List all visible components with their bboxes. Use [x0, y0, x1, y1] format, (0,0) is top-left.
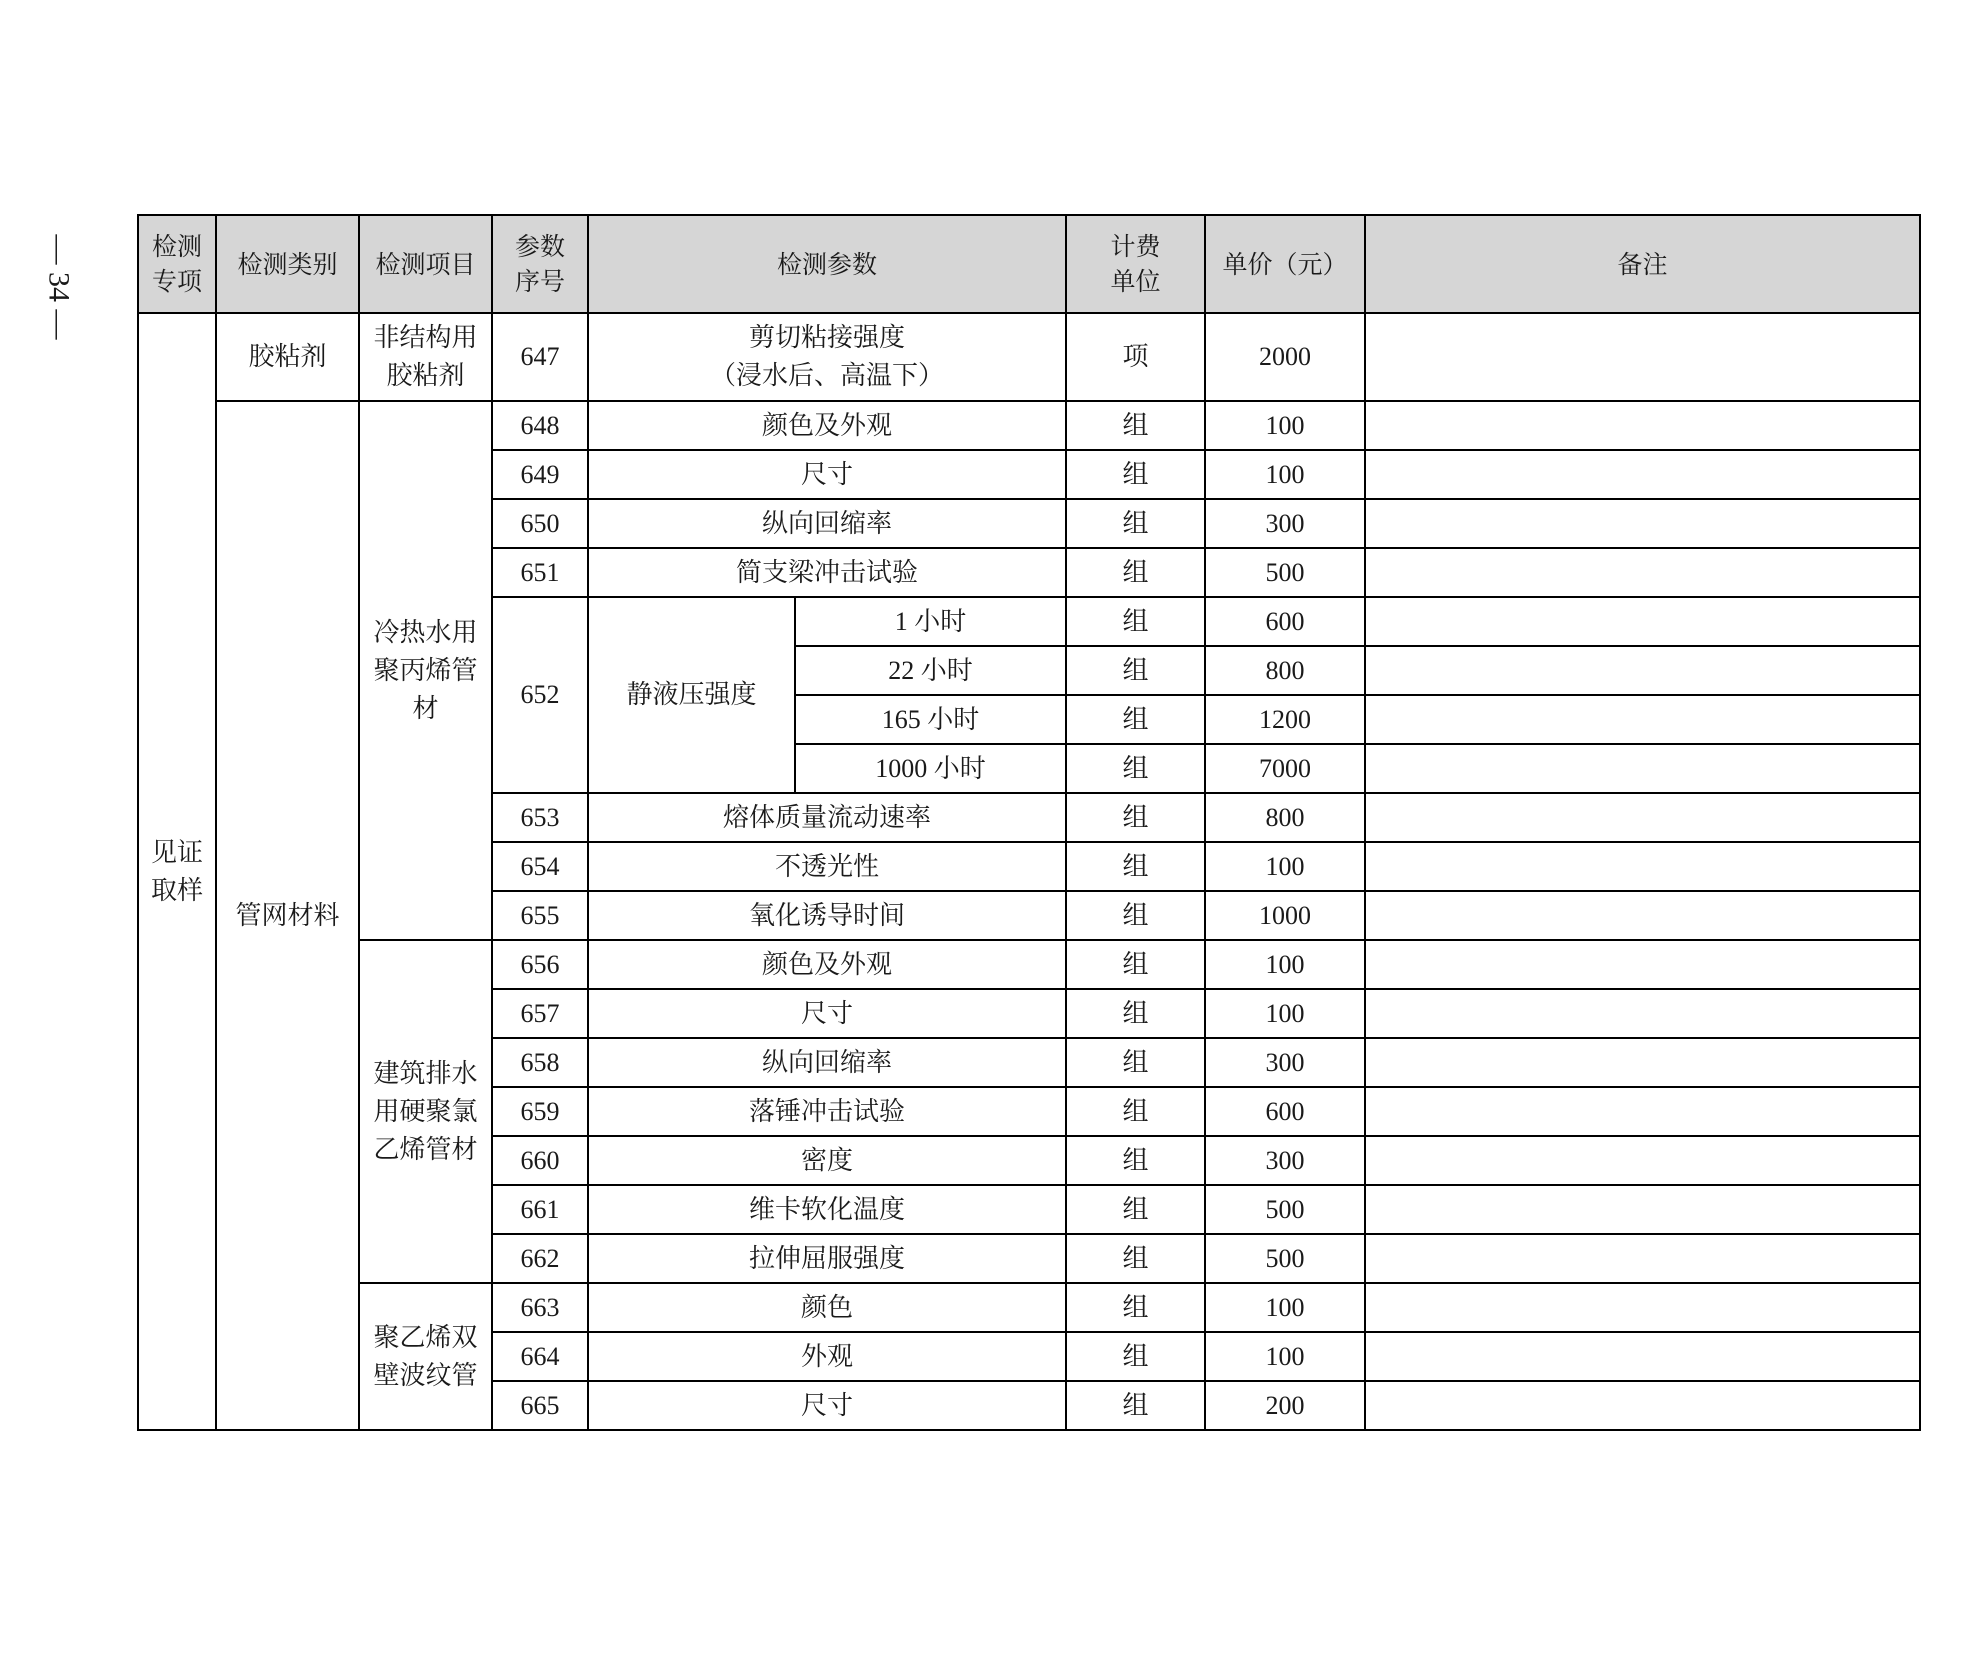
remark-cell [1365, 744, 1920, 793]
param-cell: 外观 [588, 1332, 1066, 1381]
param-cell: 颜色 [588, 1283, 1066, 1332]
price-cell: 100 [1205, 401, 1365, 450]
price-cell: 2000 [1205, 313, 1365, 401]
price-cell: 100 [1205, 989, 1365, 1038]
param-subcell: 22 小时 [795, 646, 1066, 695]
seq-cell: 651 [492, 548, 588, 597]
price-cell: 500 [1205, 1234, 1365, 1283]
table-row [138, 401, 1920, 450]
remark-cell [1365, 499, 1920, 548]
seq-cell: 660 [492, 1136, 588, 1185]
param-cell: 落锤冲击试验 [588, 1087, 1066, 1136]
seq-cell: 656 [492, 940, 588, 989]
page-number-text: — 34 — [42, 234, 75, 340]
remark-cell [1365, 1136, 1920, 1185]
seq-cell: 657 [492, 989, 588, 1038]
table-row [138, 1283, 1920, 1332]
price-cell: 800 [1205, 793, 1365, 842]
unit-cell: 组 [1066, 1234, 1205, 1283]
item-cell: 聚乙烯双壁波纹管 [359, 1283, 492, 1430]
param-cell: 氧化诱导时间 [588, 891, 1066, 940]
remark-cell [1365, 695, 1920, 744]
unit-cell: 组 [1066, 940, 1205, 989]
remark-cell [1365, 1234, 1920, 1283]
seq-cell: 658 [492, 1038, 588, 1087]
price-cell: 100 [1205, 450, 1365, 499]
item-cell: 建筑排水用硬聚氯乙烯管材 [359, 940, 492, 1283]
price-cell: 100 [1205, 940, 1365, 989]
param-cell: 熔体质量流动速率 [588, 793, 1066, 842]
param-cell: 颜色及外观 [588, 940, 1066, 989]
unit-cell: 组 [1066, 1087, 1205, 1136]
param-subcell: 165 小时 [795, 695, 1066, 744]
param-cell: 简支梁冲击试验 [588, 548, 1066, 597]
param-subcell: 1000 小时 [795, 744, 1066, 793]
seq-cell: 661 [492, 1185, 588, 1234]
remark-cell [1365, 1381, 1920, 1430]
unit-cell: 组 [1066, 891, 1205, 940]
param-subcell: 1 小时 [795, 597, 1066, 646]
unit-cell: 组 [1066, 401, 1205, 450]
category-cell: 管网材料 [216, 401, 359, 1430]
header-unit: 计费单位 [1066, 215, 1205, 313]
remark-cell [1365, 1185, 1920, 1234]
seq-cell: 652 [492, 597, 588, 793]
unit-cell: 组 [1066, 842, 1205, 891]
remark-cell [1365, 548, 1920, 597]
table-header-row [138, 215, 1920, 313]
param-cell: 纵向回缩率 [588, 1038, 1066, 1087]
price-cell: 100 [1205, 1283, 1365, 1332]
param-cell: 不透光性 [588, 842, 1066, 891]
item-cell: 冷热水用聚丙烯管材 [359, 401, 492, 940]
header-seq: 参数序号 [492, 215, 588, 313]
header-price: 单价（元） [1205, 215, 1365, 313]
special-cell: 见证取样 [138, 313, 216, 1430]
price-cell: 600 [1205, 597, 1365, 646]
param-cell: 维卡软化温度 [588, 1185, 1066, 1234]
remark-cell [1365, 401, 1920, 450]
seq-cell: 653 [492, 793, 588, 842]
param-cell: 纵向回缩率 [588, 499, 1066, 548]
page-number [38, 222, 78, 352]
unit-cell: 组 [1066, 548, 1205, 597]
remark-cell [1365, 646, 1920, 695]
param-line-2: （浸水后、高温下） [710, 361, 945, 391]
header-special: 检测专项 [138, 215, 216, 313]
param-cell: 尺寸 [588, 989, 1066, 1038]
unit-cell: 组 [1066, 646, 1205, 695]
price-cell: 600 [1205, 1087, 1365, 1136]
remark-cell [1365, 1332, 1920, 1381]
remark-cell [1365, 313, 1920, 401]
unit-cell: 组 [1066, 1185, 1205, 1234]
remark-cell [1365, 842, 1920, 891]
seq-cell: 655 [492, 891, 588, 940]
unit-cell: 组 [1066, 695, 1205, 744]
unit-cell: 组 [1066, 989, 1205, 1038]
param-line-1: 剪切粘接强度 [749, 323, 906, 353]
remark-cell [1365, 450, 1920, 499]
param-group-cell: 静液压强度 [588, 597, 795, 793]
seq-cell: 664 [492, 1332, 588, 1381]
price-cell: 1200 [1205, 695, 1365, 744]
remark-cell [1365, 793, 1920, 842]
unit-cell: 项 [1066, 313, 1205, 401]
header-param: 检测参数 [588, 215, 1066, 313]
remark-cell [1365, 1283, 1920, 1332]
price-cell: 7000 [1205, 744, 1365, 793]
remark-cell [1365, 1087, 1920, 1136]
seq-cell: 663 [492, 1283, 588, 1332]
price-cell: 200 [1205, 1381, 1365, 1430]
param-cell: 颜色及外观 [588, 401, 1066, 450]
seq-cell: 650 [492, 499, 588, 548]
price-cell: 300 [1205, 1136, 1365, 1185]
remark-cell [1365, 597, 1920, 646]
param-cell: 尺寸 [588, 1381, 1066, 1430]
category-cell: 胶粘剂 [216, 313, 359, 401]
fee-table [137, 214, 1921, 1431]
remark-cell [1365, 891, 1920, 940]
unit-cell: 组 [1066, 1136, 1205, 1185]
param-cell: 拉伸屈服强度 [588, 1234, 1066, 1283]
unit-cell: 组 [1066, 450, 1205, 499]
seq-cell: 662 [492, 1234, 588, 1283]
price-cell: 300 [1205, 1038, 1365, 1087]
param-cell: 尺寸 [588, 450, 1066, 499]
remark-cell [1365, 989, 1920, 1038]
seq-cell: 654 [492, 842, 588, 891]
seq-cell: 649 [492, 450, 588, 499]
seq-cell: 647 [492, 313, 588, 401]
param-cell: 密度 [588, 1136, 1066, 1185]
table-row [138, 940, 1920, 989]
item-cell: 非结构用胶粘剂 [359, 313, 492, 401]
table-row [138, 313, 1920, 401]
unit-cell: 组 [1066, 793, 1205, 842]
price-cell: 500 [1205, 1185, 1365, 1234]
price-cell: 800 [1205, 646, 1365, 695]
price-cell: 1000 [1205, 891, 1365, 940]
price-cell: 500 [1205, 548, 1365, 597]
header-item: 检测项目 [359, 215, 492, 313]
header-remark: 备注 [1365, 215, 1920, 313]
unit-cell: 组 [1066, 1381, 1205, 1430]
seq-cell: 665 [492, 1381, 588, 1430]
price-cell: 300 [1205, 499, 1365, 548]
unit-cell: 组 [1066, 499, 1205, 548]
price-cell: 100 [1205, 842, 1365, 891]
unit-cell: 组 [1066, 1283, 1205, 1332]
unit-cell: 组 [1066, 1038, 1205, 1087]
remark-cell [1365, 940, 1920, 989]
unit-cell: 组 [1066, 597, 1205, 646]
price-cell: 100 [1205, 1332, 1365, 1381]
remark-cell [1365, 1038, 1920, 1087]
param-cell [588, 313, 1066, 401]
unit-cell: 组 [1066, 1332, 1205, 1381]
seq-cell: 659 [492, 1087, 588, 1136]
header-category: 检测类别 [216, 215, 359, 313]
unit-cell: 组 [1066, 744, 1205, 793]
seq-cell: 648 [492, 401, 588, 450]
